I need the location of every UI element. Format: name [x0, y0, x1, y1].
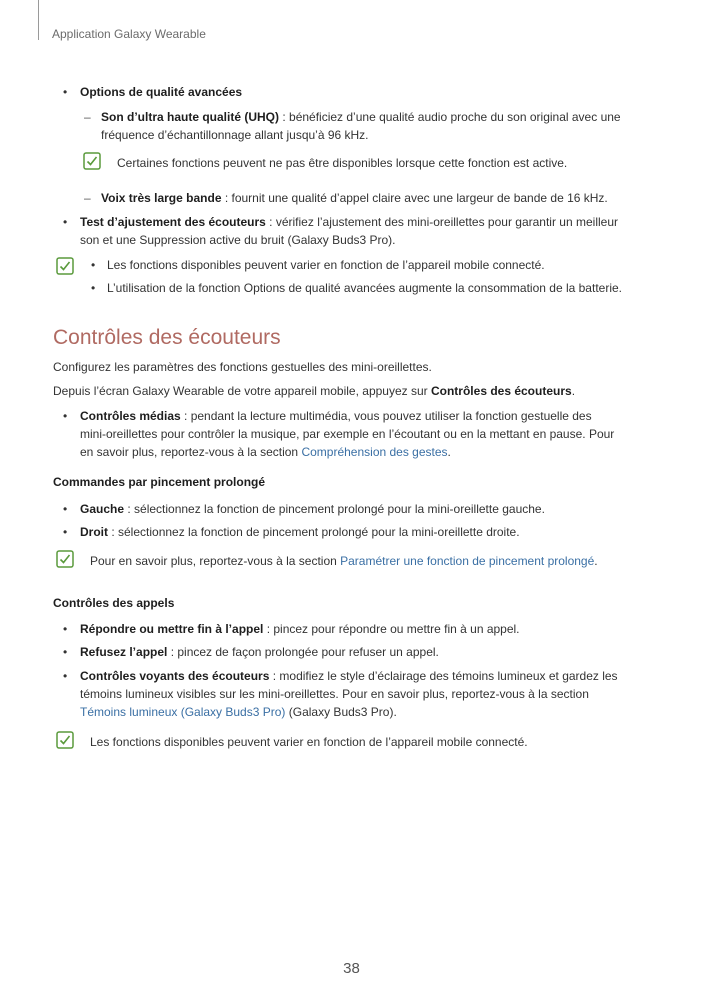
pinch-right-line [80, 523, 520, 541]
calls-reject-label: Refusez l’appel [80, 645, 168, 659]
pinch-right-label: Droit [80, 525, 108, 539]
controls-path-bold: Contrôles des écouteurs [430, 384, 572, 398]
pinch-right-text: : sélectionnez la fonction de pincement prolongé pour la mini-oreillette droite. [108, 525, 520, 539]
calls-lights-line-1 [80, 667, 618, 685]
fit-test-text-1: : vérifiez l’ajustement des mini-oreillettes pour garantir un meilleur [265, 215, 618, 229]
dash-marker: – [84, 110, 91, 124]
bullet-dot: • [63, 622, 68, 636]
gestures-link[interactable]: Compréhension des gestes [301, 445, 448, 459]
note-icon [83, 152, 101, 170]
fit-note-2: L’utilisation de la fonction Options de qualité avancées augmente la consommation de la batterie. [107, 281, 622, 295]
fit-test-line-1 [80, 213, 618, 231]
media-label: Contrôles médias [80, 409, 181, 423]
calls-answer-line [80, 620, 520, 638]
uhq-label: Son d’ultra haute qualité (UHQ) [101, 110, 280, 124]
calls-reject-line [80, 643, 439, 661]
pinch-note-text: Pour en savoir plus, reportez-vous à la section [90, 554, 341, 568]
uhq-line-1 [101, 108, 621, 126]
pinch-left-label: Gauche [80, 502, 125, 516]
controls-path-text: Depuis l’écran Galaxy Wearable de votre appareil mobile, appuyez sur [53, 384, 431, 398]
pinch-note [90, 552, 598, 570]
bullet-dot: • [63, 215, 68, 229]
controls-intro: Configurez les paramètres des fonctions gestuelles des mini-oreillettes. [53, 360, 432, 374]
bullet-dot: • [63, 525, 68, 539]
fit-test-text-2: son et une Suppression active du bruit (Galaxy Buds3 Pro). [80, 233, 396, 247]
pinch-left-line [80, 500, 545, 518]
voice-label: Voix très large bande [101, 191, 222, 205]
page-number: 38 [343, 960, 360, 977]
pinch-subhead: Commandes par pincement prolongé [53, 475, 266, 489]
quality-options-title: Options de qualité avancées [80, 85, 243, 99]
voice-text: : fournit une qualité d’appel claire avec une largeur de bande de 16 kHz. [221, 191, 608, 205]
fit-test-label: Test d’ajustement des écouteurs [80, 215, 266, 229]
media-line-1 [80, 407, 592, 425]
fit-note-1: Les fonctions disponibles peuvent varier en fonction de l’appareil mobile connecté. [107, 258, 545, 272]
dash-marker: – [84, 191, 91, 205]
section-title: Contrôles des écouteurs [53, 326, 281, 349]
media-text-1: : pendant la lecture multimédia, vous pouvez utiliser la fonction gestuelle des [180, 409, 592, 423]
note-icon [56, 257, 74, 275]
header-rule [38, 0, 39, 40]
note-icon [56, 550, 74, 568]
media-text-2: mini-oreillettes pour contrôler la musique, par exemple en l’écoutant ou en la mettant en pause. Pour [80, 427, 615, 441]
pinch-note-end: . [594, 554, 598, 568]
lights-link[interactable]: Témoins lumineux (Galaxy Buds3 Pro) [80, 705, 286, 719]
bullet-dot: • [91, 258, 96, 272]
calls-subhead: Contrôles des appels [53, 596, 175, 610]
uhq-text-1: : bénéficiez d’une qualité audio proche du son original avec une [279, 110, 621, 124]
calls-answer-label: Répondre ou mettre fin à l’appel [80, 622, 264, 636]
header-title: Application Galaxy Wearable [52, 27, 206, 41]
bullet-dot: • [63, 502, 68, 516]
media-line-3 [80, 443, 451, 461]
media-text-3: en savoir plus, reportez-vous à la section [80, 445, 302, 459]
controls-path-end: . [571, 384, 576, 398]
calls-lights-line-3 [80, 703, 397, 721]
voice-line [101, 189, 608, 207]
pinch-left-text: : sélectionnez la fonction de pincement prolongé pour la mini-oreillette gauche. [124, 502, 545, 516]
bullet-dot: • [91, 281, 96, 295]
uhq-note: Certaines fonctions peuvent ne pas être disponibles lorsque cette fonction est active. [117, 156, 568, 170]
calls-answer-text: : pincez pour répondre ou mettre fin à un appel. [263, 622, 520, 636]
calls-note: Les fonctions disponibles peuvent varier en fonction de l’appareil mobile connecté. [90, 735, 528, 749]
calls-lights-label: Contrôles voyants des écouteurs [80, 669, 270, 683]
media-end: . [447, 445, 451, 459]
bullet-dot: • [63, 645, 68, 659]
calls-reject-text: : pincez de façon prolongée pour refuser un appel. [167, 645, 439, 659]
calls-lights-text-2: témoins lumineux visibles sur les mini-oreillettes. Pour en savoir plus, reportez-vous à la section [80, 687, 589, 701]
uhq-text-2: fréquence d’échantillonnage allant jusqu’à 96 kHz. [101, 128, 369, 142]
calls-lights-end: (Galaxy Buds3 Pro). [285, 705, 397, 719]
calls-lights-text-1: : modifiez le style d’éclairage des témoins lumineux et gardez les [269, 669, 618, 683]
bullet-dot: • [63, 669, 68, 683]
bullet-dot: • [63, 85, 68, 99]
bullet-dot: • [63, 409, 68, 423]
controls-path [53, 382, 575, 400]
note-icon [56, 731, 74, 749]
pinch-settings-link[interactable]: Paramétrer une fonction de pincement prolongé [340, 554, 595, 568]
